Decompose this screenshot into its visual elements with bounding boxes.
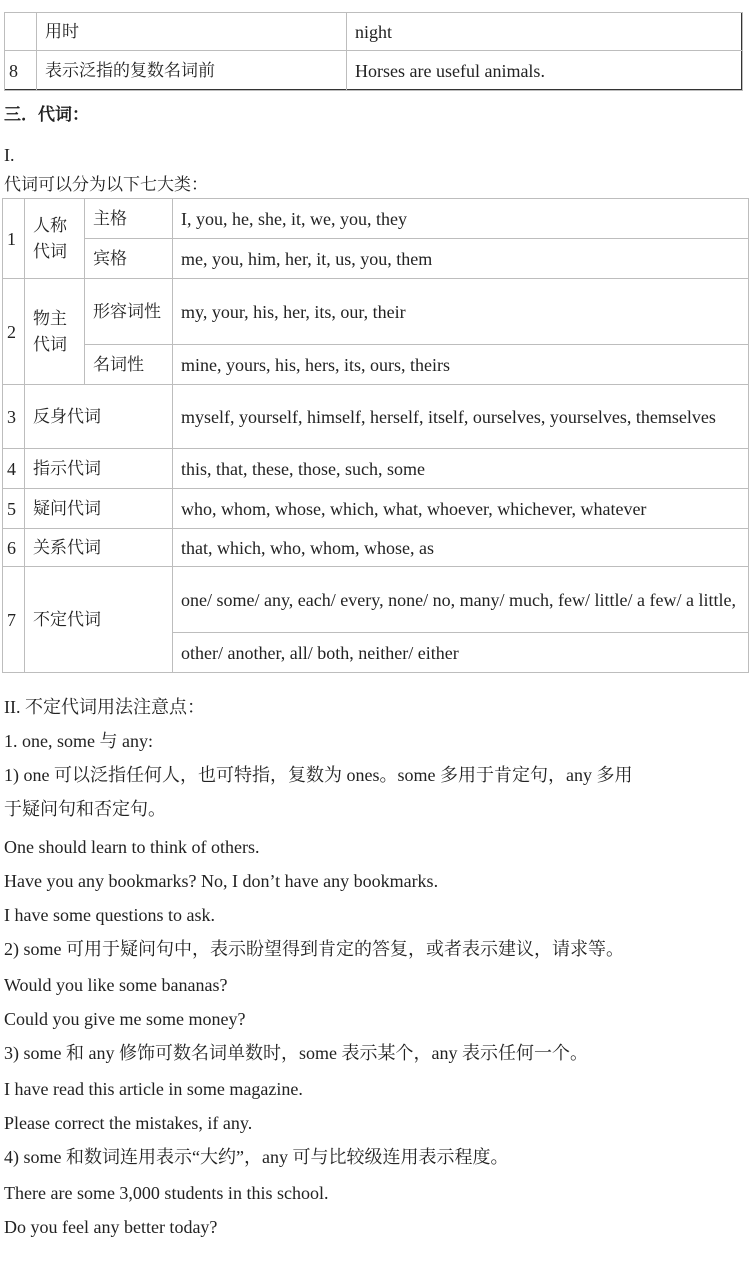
- row-number: [5, 13, 37, 51]
- category-cell: 指示代词: [25, 449, 173, 489]
- paragraph: 4) some 和数词连用表示“大约”，any 可与比较级连用表示程度。: [4, 1147, 509, 1167]
- table-row: [3, 239, 749, 279]
- category-cell: 不定代词: [25, 567, 173, 673]
- table-row: [3, 345, 749, 385]
- row-number: 3: [3, 385, 25, 449]
- paragraph: 于疑问句和否定句。: [4, 799, 166, 819]
- table-row: [3, 279, 749, 345]
- words-cell: my, your, his, her, its, our, their: [173, 279, 749, 345]
- top-table: [4, 12, 743, 91]
- row-number: 8: [5, 51, 37, 91]
- sub-category-cell: 形容词性: [85, 279, 173, 345]
- words-cell: I, you, he, she, it, we, you, they: [173, 199, 749, 239]
- category-cell: 物主代词: [25, 279, 85, 385]
- category-cell: 反身代词: [25, 385, 173, 449]
- example-sentence: Please correct the mistakes, if any.: [4, 1113, 253, 1133]
- part-label: I.: [4, 145, 15, 165]
- table-row: [3, 449, 749, 489]
- sub-category-cell: 名词性: [85, 345, 173, 385]
- words-cell: myself, yourself, himself, herself, itself, ourselves, yourselves, themselves: [173, 385, 749, 449]
- row-number: 4: [3, 449, 25, 489]
- paragraph: 1) one 可以泛指任何人，也可特指，复数为 ones。some 多用于肯定句，any 多用: [4, 765, 633, 785]
- table-row: [3, 567, 749, 633]
- example-sentence: Have you any bookmarks? No, I don’t have any bookmarks.: [4, 871, 439, 891]
- example-sentence: Could you give me some money?: [4, 1009, 246, 1029]
- subsection-title: 1. one, some 与 any:: [4, 731, 153, 751]
- words-cell: other/ another, all/ both, neither/ either: [173, 633, 749, 673]
- pronoun-table: [2, 198, 749, 673]
- words-cell: me, you, him, her, it, us, you, them: [173, 239, 749, 279]
- table-row: [5, 13, 743, 51]
- category-cell: 关系代词: [25, 529, 173, 567]
- row-number: 6: [3, 529, 25, 567]
- usage-cell: 用时: [37, 13, 347, 51]
- paragraph: 2) some 可用于疑问句中，表示盼望得到肯定的答复，或者表示建议，请求等。: [4, 939, 624, 959]
- example-cell: Horses are useful animals.: [347, 51, 743, 91]
- row-number: 5: [3, 489, 25, 529]
- example-sentence: I have some questions to ask.: [4, 905, 215, 925]
- table-row: [3, 385, 749, 449]
- intro-text: 代词可以分为以下七大类：: [4, 175, 208, 195]
- paragraph: 3) some 和 any 修饰可数名词单数时，some 表示某个，any 表示任何一个。: [4, 1043, 588, 1063]
- words-cell: one/ some/ any, each/ every, none/ no, many/ much, few/ little/ a few/ a little,: [173, 567, 749, 633]
- words-cell: mine, yours, his, hers, its, ours, theirs: [173, 345, 749, 385]
- sub-category-cell: 宾格: [85, 239, 173, 279]
- words-cell: who, whom, whose, which, what, whoever, whichever, whatever: [173, 489, 749, 529]
- table-row: [3, 489, 749, 529]
- example-sentence: I have read this article in some magazine.: [4, 1079, 303, 1099]
- table-row: [5, 51, 743, 91]
- sub-category-cell: 主格: [85, 199, 173, 239]
- usage-cell: 表示泛指的复数名词前: [37, 51, 347, 91]
- row-number: 7: [3, 567, 25, 673]
- example-sentence: Would you like some bananas?: [4, 975, 228, 995]
- example-cell: night: [347, 13, 743, 51]
- notes-title: II. 不定代词用法注意点：: [4, 697, 205, 717]
- example-sentence: One should learn to think of others.: [4, 837, 260, 857]
- category-cell: 疑问代词: [25, 489, 173, 529]
- table-row: [3, 529, 749, 567]
- words-cell: that, which, who, whom, whose, as: [173, 529, 749, 567]
- example-sentence: There are some 3,000 students in this school.: [4, 1183, 329, 1203]
- category-cell: 人称代词: [25, 199, 85, 279]
- section-heading: 三．代词：: [4, 105, 89, 125]
- row-number: 2: [3, 279, 25, 385]
- row-number: 1: [3, 199, 25, 279]
- table-row: [3, 199, 749, 239]
- example-sentence: Do you feel any better today?: [4, 1217, 218, 1237]
- words-cell: this, that, these, those, such, some: [173, 449, 749, 489]
